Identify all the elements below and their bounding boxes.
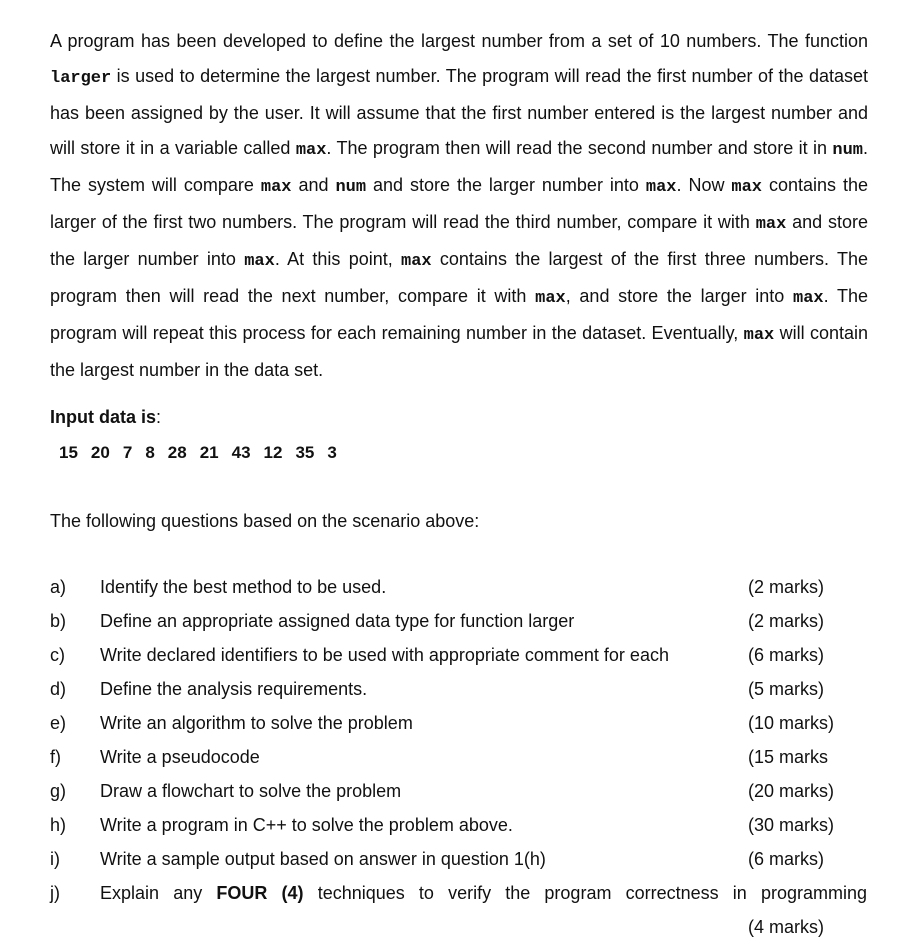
input-label-colon: : [156, 407, 162, 427]
question-letter: b) [50, 611, 67, 631]
question-letter: a) [50, 577, 67, 597]
question-text: Write a pseudocode [100, 747, 260, 767]
scenario-text: . At this point, [274, 249, 402, 269]
input-value: 7 [122, 443, 133, 462]
code-max: max [244, 252, 275, 271]
code-max: max [535, 289, 566, 308]
question-marks: (10 marks) [748, 713, 835, 733]
question-item-d [0, 674, 909, 708]
question-letter: j) [50, 883, 60, 903]
question-item-i [0, 844, 909, 878]
input-value: 3 [327, 443, 337, 462]
input-value: 8 [145, 443, 155, 462]
question-marks: (30 marks) [748, 815, 835, 835]
question-item-j-marks [0, 912, 909, 946]
question-letter: h) [50, 815, 67, 835]
code-max: max [755, 215, 787, 234]
code-num: num [832, 141, 863, 160]
question-marks: (6 marks) [748, 849, 824, 869]
input-value: 35 [295, 443, 315, 462]
question-letter: d) [50, 679, 67, 699]
code-max: max [731, 178, 763, 197]
scenario-text: , and store the larger into [565, 286, 793, 306]
question-text: Define the analysis requirements. [100, 679, 368, 699]
question-letter: e) [50, 713, 67, 733]
question-marks: (6 marks) [748, 645, 824, 665]
code-max: max [260, 178, 292, 197]
code-max: max [645, 178, 677, 197]
scenario-text: contains the largest of the first three numbers. The program then will read the next number, compare it with [50, 249, 869, 306]
question-letter: c) [50, 645, 65, 665]
question-marks: (5 marks) [748, 679, 824, 699]
input-value: 28 [167, 443, 187, 462]
input-data-values [59, 443, 350, 463]
scenario-text: . Now [676, 175, 732, 195]
question-item-j [0, 878, 909, 912]
scenario-text: and store the larger number into [50, 212, 868, 269]
scenario-text: . The program then will read the second number and store it in [326, 138, 833, 158]
question-text: Identify the best method to be used. [100, 577, 387, 597]
input-value: 43 [231, 443, 251, 462]
question-text-part: techniques to verify the program correctness in programming [303, 883, 867, 903]
input-value: 15 [59, 443, 78, 462]
question-text: Write declared identifiers to be used with appropriate comment for each [100, 645, 669, 665]
code-num: num [335, 178, 367, 197]
questions-intro: The following questions based on the scenario above: [50, 511, 480, 531]
question-text-part: Explain any [100, 883, 217, 903]
scenario-text: will contain the largest number in the data set. [50, 323, 869, 380]
code-max: max [295, 141, 327, 160]
question-letter: g) [50, 781, 67, 801]
question-marks: (15 marks [748, 747, 829, 767]
scenario-text: is used to determine the largest number. The program will read the first number of the dataset has been assigned by the user. It will assume that the first number entered is the largest number and will store it in a variable called [50, 66, 868, 158]
code-larger: larger [50, 69, 112, 88]
question-list [0, 572, 909, 946]
scenario-text: and store the larger number into [366, 175, 646, 195]
scenario-text: . The program will repeat this process for each remaining number in the dataset. Eventually, [50, 286, 868, 343]
question-text: Define an appropriate assigned data type for function larger [100, 611, 575, 631]
code-max: max [401, 252, 432, 271]
question-letter: f) [50, 747, 61, 767]
input-value: 12 [263, 443, 283, 462]
scenario-paragraph [50, 24, 868, 388]
question-marks: (4 marks) [748, 917, 824, 937]
code-max: max [793, 289, 824, 308]
question-item-f [0, 742, 909, 776]
question-text: Write an algorithm to solve the problem [100, 713, 413, 733]
question-marks: (20 marks) [748, 781, 835, 801]
question-marks: (2 marks) [748, 611, 824, 631]
scenario-text: contains the larger of the first two numbers. The program will read the third number, compare it with [50, 175, 868, 232]
question-item-e [0, 708, 909, 742]
question-item-h [0, 810, 909, 844]
input-data-label [50, 407, 161, 428]
question-text [100, 883, 867, 904]
question-text: Draw a flowchart to solve the problem [100, 781, 402, 801]
question-text: Write a program in C++ to solve the problem above. [100, 815, 513, 835]
input-label-text: Input data is [50, 407, 157, 427]
question-item-b [0, 606, 909, 640]
scenario-text: and [291, 175, 336, 195]
scenario-text: A program has been developed to define the largest number from a set of 10 numbers. The function [50, 31, 868, 51]
question-item-a [0, 572, 909, 606]
question-letter: i) [50, 849, 60, 869]
question-text-emphasis: FOUR (4) [216, 883, 304, 903]
question-item-g [0, 776, 909, 810]
input-value: 20 [90, 443, 110, 462]
scenario-text: . The system will compare [50, 138, 868, 195]
code-max: max [743, 326, 775, 345]
question-marks: (2 marks) [748, 577, 824, 597]
question-item-c [0, 640, 909, 674]
question-text: Write a sample output based on answer in question 1(h) [100, 849, 546, 869]
input-value: 21 [199, 443, 219, 462]
